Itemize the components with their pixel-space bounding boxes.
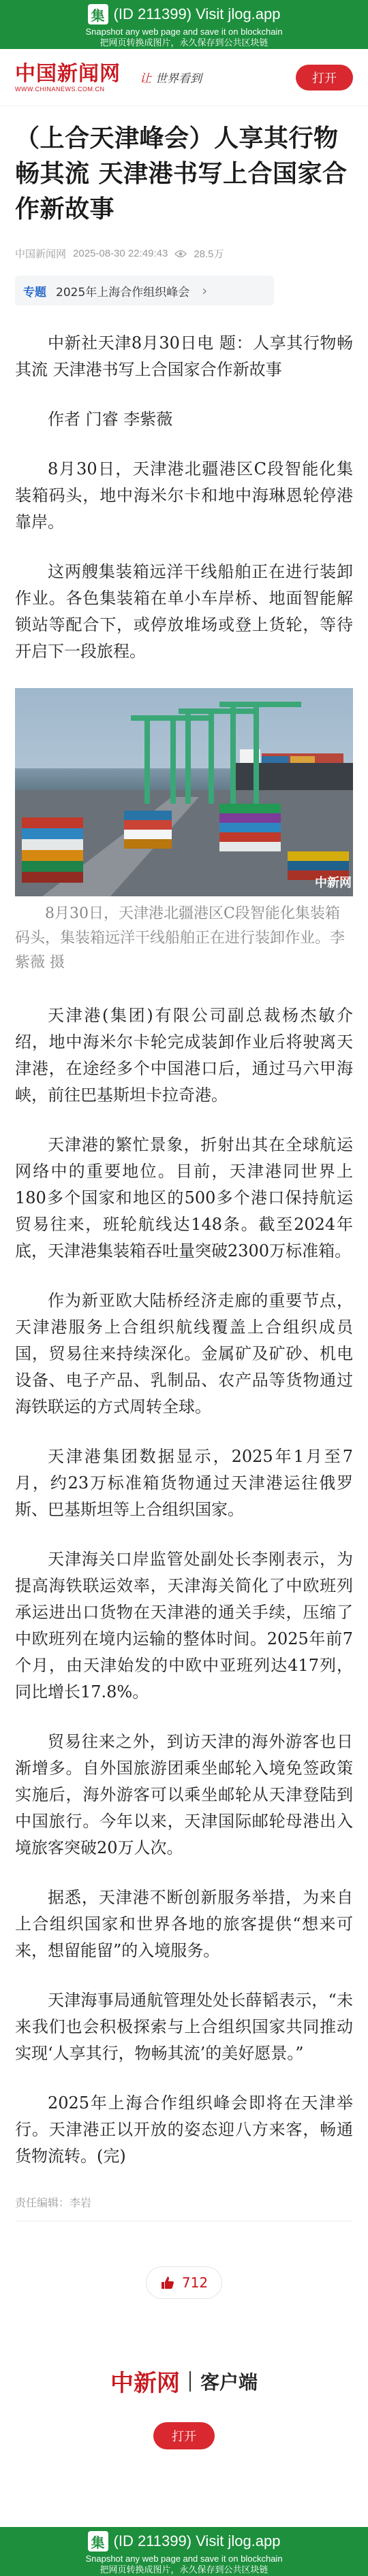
paragraph: 作为新亚欧大陆桥经济走廊的重要节点，天津港服务上合组织航线覆盖上合组织成员国，贸易往来持续深化。金属矿及矿砂、机电设备、电子产品、乳制品、农产品等货物通过海铁联运的方式周转全球。	[15, 1291, 353, 1416]
archive-banner-bottom[interactable]	[0, 2527, 368, 2576]
archive-banner-subtitle-en: Snapshot any web page and save it on blockchain	[85, 2554, 283, 2564]
paragraph: 作者 门睿 李紫薇	[48, 410, 173, 429]
paragraph: 8月30日，天津港北疆港区C段智能化集装箱码头，地中海米尔卡和地中海琳恩轮停港靠岸。	[15, 459, 353, 532]
container-terminal-image	[15, 688, 353, 896]
archive-banner-subtitle-cn: 把网页转换成图片，永久保存到公共区块链	[99, 2565, 269, 2575]
jlog-logo-icon: 集	[88, 4, 108, 25]
app-promo	[15, 2364, 353, 2449]
like-count: 712	[181, 2275, 209, 2291]
app-logo-text: 中新网	[110, 2370, 180, 2397]
open-app-footer-button[interactable]: 打开	[153, 2422, 215, 2449]
paragraph: 这两艘集装箱远洋干线船舶正在进行装卸作业。各色集装箱在单小车岸桥、地面智能解锁站等配合下，或停放堆场或登上货轮，等待开启下一段旅程。	[15, 562, 353, 661]
article-views: 28.5万	[194, 248, 224, 260]
paragraph: 天津海关口岸监管处副处长李刚表示，为提高海铁联运效率，天津海关简化了中欧班列承运进出口货物在天津港的通关手续，压缩了中欧班列在境内运输的整体时间。2025年前7个月，由天津始发的中欧中亚班列达417列，同比增长17.8%。	[15, 1550, 353, 1701]
app-logo-separator	[189, 2371, 191, 2392]
site-logo-url: WWW.CHINANEWS.COM.CN	[15, 85, 105, 93]
archive-banner-title[interactable]: (ID 211399) Visit jlog.app	[113, 5, 281, 22]
article-body	[15, 330, 353, 2170]
paragraph: 天津海事局通航管理处处长薛韬表示，“未来我们也会积极探索与上合组织国家共同推动实现‘人享其行，物畅其流’的美好愿景。”	[15, 1991, 353, 2063]
photo-watermark: 中新网	[315, 876, 352, 890]
article	[0, 121, 368, 2449]
site-header	[0, 49, 368, 106]
topic-link[interactable]	[15, 276, 274, 306]
photo-caption: 8月30日，天津港北疆港区C段智能化集装箱码头，集装箱远洋干线船舶正在进行装卸作业。李紫薇 摄	[15, 905, 346, 971]
paragraph: 中新社天津8月30日电 题：人享其行物畅其流 天津港书写上合国家合作新故事	[15, 333, 353, 379]
archive-banner-subtitle-cn: 把网页转换成图片，永久保存到公共区块链	[99, 38, 269, 48]
paragraph: 2025年上海合作组织峰会即将在天津举行。天津港正以开放的姿态迎八方来客，畅通货物流转。(完)	[15, 2093, 353, 2166]
responsible-editor: 责任编辑：李岩	[15, 2198, 92, 2209]
like-button[interactable]	[146, 2266, 222, 2299]
article-headline: （上合天津峰会）人享其行物畅其流 天津港书写上合国家合作新故事	[15, 125, 348, 223]
topic-tag: 专题	[23, 285, 46, 299]
thumbs-up-icon	[160, 2275, 175, 2290]
app-client-label: 客户端	[200, 2370, 258, 2394]
paragraph: 天津港的繁忙景象，折射出其在全球航运网络中的重要地位。目前，天津港同世界上180多个国家和地区的500多个港口保持航运贸易往来，班轮航线达148条。截至2024年底，天津港集装箱吞吐量突破2300万标准箱。	[15, 1135, 353, 1260]
article-meta	[15, 246, 353, 261]
archive-banner[interactable]	[0, 0, 368, 49]
like-section	[15, 2266, 353, 2299]
topic-name: 2025年上海合作组织峰会	[56, 285, 190, 299]
app-logo	[15, 2364, 353, 2398]
paragraph: 天津港集团数据显示，2025年1月至7月，约23万标准箱货物通过天津港运往俄罗斯、巴基斯坦等上合组织国家。	[15, 1447, 353, 1519]
chinanews-logo[interactable]	[15, 63, 121, 93]
open-app-button[interactable]: 打开	[296, 65, 353, 91]
article-source: 中国新闻网	[15, 248, 67, 260]
article-datetime: 2025-08-30 22:49:43	[73, 248, 168, 259]
slogan-right: 世界看到	[155, 72, 202, 86]
archive-banner-subtitle-en: Snapshot any web page and save it on blockchain	[85, 27, 283, 37]
eye-icon	[174, 250, 187, 258]
paragraph: 天津港(集团)有限公司副总裁杨杰敏介绍，地中海米尔卡轮完成装卸作业后将驶离天津港，在途经多个中国港口后，通过马六甲海峡，前往巴基斯坦卡拉奇港。	[15, 1006, 353, 1105]
slogan-left: 让	[140, 72, 151, 86]
paragraph: 据悉，天津港不断创新服务举措，为来自上合组织国家和世界各地的旅客提供“想来可来，想留能留”的入境服务。	[15, 1888, 353, 1960]
archive-banner-title[interactable]: (ID 211399) Visit jlog.app	[113, 2532, 281, 2549]
port-photo	[15, 688, 353, 896]
chevron-right-icon: ›	[202, 282, 208, 299]
site-logo-text: 中国新闻网	[15, 61, 121, 86]
site-slogan	[140, 69, 202, 86]
paragraph: 贸易往来之外，到访天津的海外游客也日渐增多。自外国旅游团乘坐邮轮入境免签政策实施后，海外游客可以乘坐邮轮从天津登陆到中国旅行。今年以来，天津国际邮轮母港出入境旅客突破20万人次。	[15, 1732, 353, 1857]
jlog-logo-icon: 集	[88, 2531, 108, 2551]
